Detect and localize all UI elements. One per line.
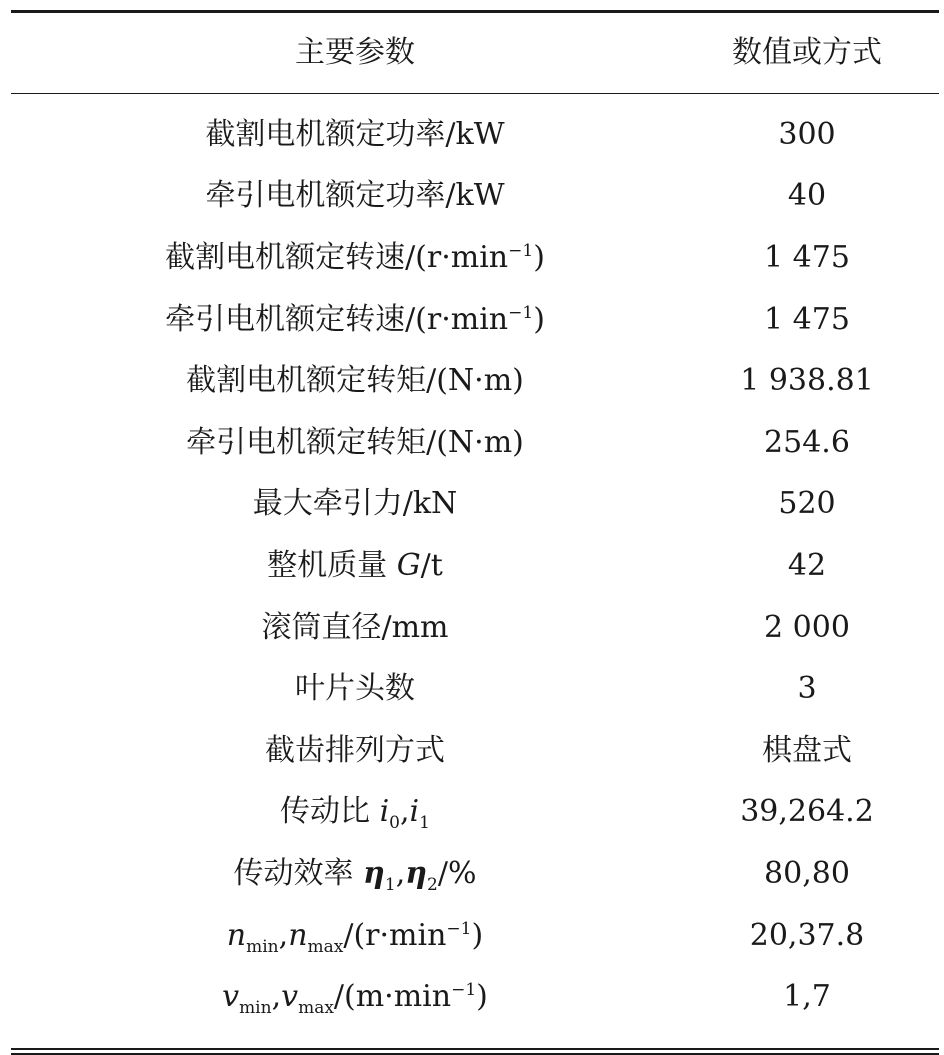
param-variable: n bbox=[288, 917, 308, 953]
value-cell: 1 475 bbox=[764, 301, 850, 337]
param-cell: 滚筒直径/mm bbox=[261, 609, 449, 645]
param-separator: , bbox=[395, 855, 406, 891]
table-header-row bbox=[11, 13, 939, 93]
param-text: ) bbox=[533, 301, 545, 337]
param-separator: , bbox=[271, 979, 282, 1015]
table-row bbox=[11, 905, 939, 967]
param-text: ) bbox=[471, 917, 484, 953]
param-subscript: 1 bbox=[419, 813, 430, 834]
value-cell: 20,37.8 bbox=[749, 917, 865, 953]
param-subscript: 0 bbox=[389, 813, 400, 834]
param-cell: 截割电机额定功率/kW bbox=[205, 116, 505, 152]
param-variable: n bbox=[226, 917, 247, 953]
param-variable: η bbox=[405, 855, 428, 891]
table-row bbox=[11, 289, 939, 351]
param-superscript: −1 bbox=[508, 240, 534, 261]
value-cell: 棋盘式 bbox=[762, 732, 852, 768]
param-subscript: max bbox=[298, 998, 334, 1019]
param-text: 传动效率 bbox=[233, 855, 364, 891]
param-text: /(m·min bbox=[333, 979, 452, 1015]
param-text: 截割电机额定转速/(r·min bbox=[165, 239, 509, 275]
param-cell: 牵引电机额定功率/kW bbox=[205, 178, 505, 214]
param-cell bbox=[11, 301, 675, 337]
value-cell: 254.6 bbox=[764, 424, 850, 460]
param-subscript: min bbox=[239, 998, 272, 1019]
parameter-table bbox=[11, 10, 939, 1055]
param-cell: 截割电机额定转矩/(N·m) bbox=[186, 363, 524, 399]
param-text: 牵引电机额定转速/(r·min bbox=[165, 301, 509, 337]
table-row bbox=[11, 166, 939, 228]
value-cell: 520 bbox=[778, 486, 836, 522]
param-cell bbox=[11, 239, 675, 275]
param-variable: G bbox=[396, 547, 421, 583]
value-cell: 1 938.81 bbox=[740, 363, 874, 399]
param-text: ) bbox=[476, 979, 488, 1015]
param-separator: , bbox=[400, 794, 410, 830]
value-cell: 3 bbox=[797, 671, 817, 707]
param-cell bbox=[11, 794, 675, 834]
param-cell: 最大牵引力/kN bbox=[252, 486, 458, 522]
table-body bbox=[11, 94, 939, 1028]
param-superscript: −1 bbox=[446, 918, 472, 939]
table-bottom-rule bbox=[11, 1048, 939, 1050]
value-cell: 42 bbox=[787, 547, 827, 583]
param-superscript: −1 bbox=[451, 980, 477, 1001]
table-row bbox=[11, 658, 939, 720]
param-text: /(r·min bbox=[343, 917, 447, 953]
table-row bbox=[11, 843, 939, 905]
param-cell bbox=[11, 917, 675, 957]
table-row bbox=[11, 597, 939, 659]
value-cell: 39,264.2 bbox=[740, 794, 874, 830]
param-text: /t bbox=[420, 547, 443, 583]
table-row bbox=[11, 782, 939, 844]
param-subscript: 2 bbox=[427, 874, 438, 895]
param-text: ) bbox=[533, 239, 545, 275]
param-variable: v bbox=[222, 979, 240, 1015]
param-cell: 牵引电机额定转矩/(N·m) bbox=[186, 424, 524, 460]
table-row bbox=[11, 412, 939, 474]
value-cell: 80,80 bbox=[764, 855, 850, 891]
param-variable: η bbox=[363, 855, 385, 891]
value-cell: 300 bbox=[778, 116, 836, 152]
param-separator: , bbox=[278, 917, 289, 953]
param-subscript: min bbox=[246, 936, 279, 957]
table-row bbox=[11, 350, 939, 412]
table-row bbox=[11, 227, 939, 289]
value-cell: 1,7 bbox=[783, 979, 831, 1015]
header-value: 数值或方式 bbox=[732, 35, 882, 70]
param-variable: v bbox=[281, 979, 299, 1015]
value-cell: 2 000 bbox=[764, 609, 850, 645]
table-row bbox=[11, 966, 939, 1028]
param-variable: i bbox=[409, 794, 420, 830]
header-param: 主要参数 bbox=[295, 35, 415, 70]
value-cell: 40 bbox=[787, 178, 827, 214]
table-row bbox=[11, 535, 939, 597]
param-cell bbox=[11, 979, 675, 1019]
table-row bbox=[11, 474, 939, 536]
param-cell: 叶片头数 bbox=[295, 671, 415, 707]
param-cell: 截齿排列方式 bbox=[265, 732, 445, 768]
param-superscript: −1 bbox=[508, 302, 534, 323]
param-subscript: 1 bbox=[384, 874, 396, 895]
value-cell: 1 475 bbox=[764, 239, 850, 275]
param-subscript: max bbox=[307, 936, 344, 957]
table-row bbox=[11, 104, 939, 166]
param-cell bbox=[11, 855, 675, 895]
param-text: 传动比 bbox=[280, 794, 380, 830]
param-variable: i bbox=[379, 794, 390, 830]
param-text: 整机质量 bbox=[267, 547, 397, 583]
param-text: /% bbox=[437, 855, 477, 891]
param-cell bbox=[11, 547, 675, 583]
table-row bbox=[11, 720, 939, 782]
